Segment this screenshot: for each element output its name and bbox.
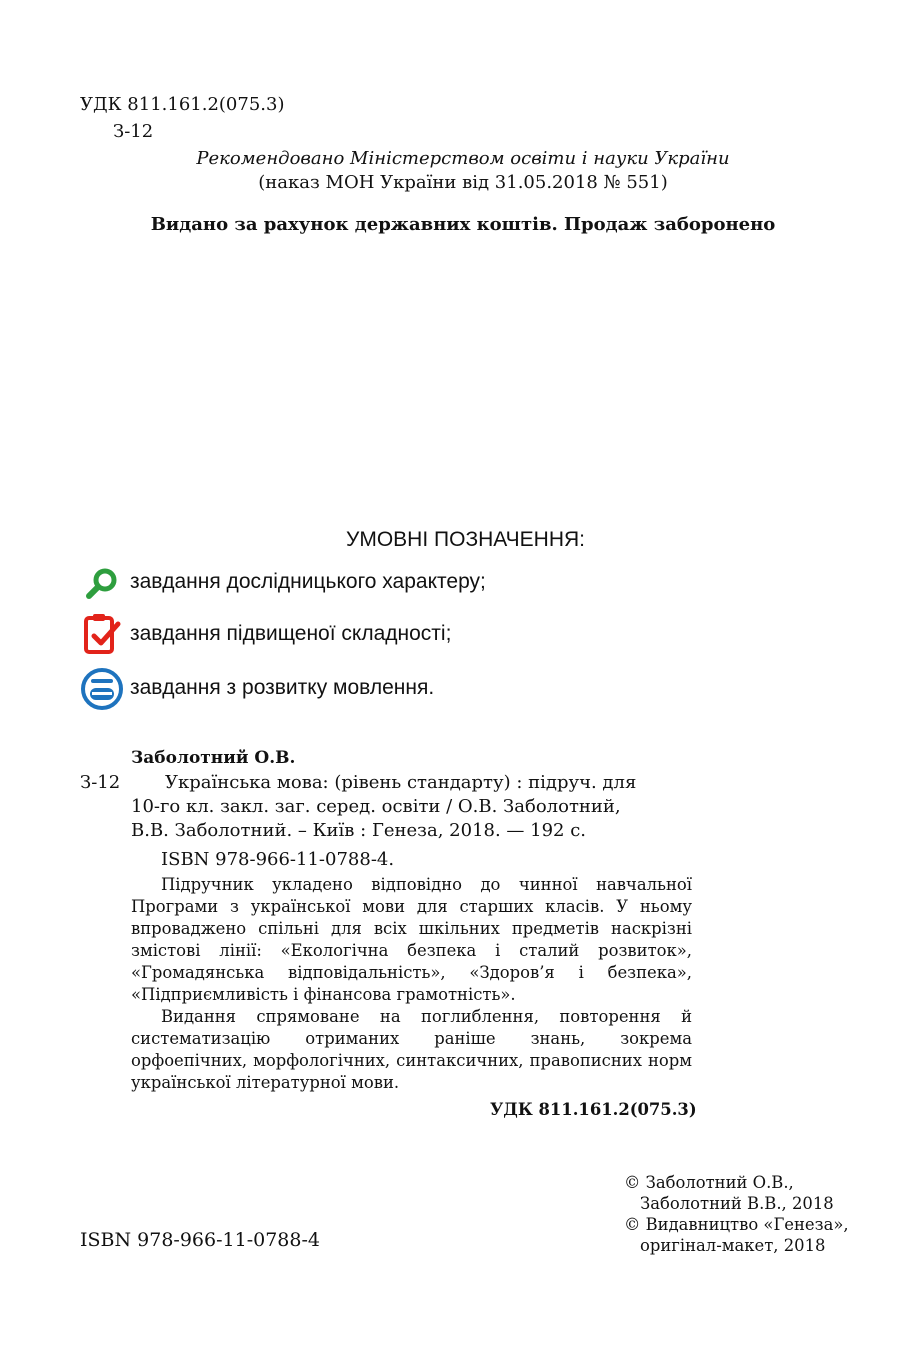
clipboard-check-icon [80,612,126,658]
catalog-description [131,874,692,1094]
recommendation-text: Рекомендовано Міністерством освіти і науки України [196,148,730,169]
legend-label-advanced: завдання підвищеної складності; [130,622,452,645]
legend-title: УМОВНІ ПОЗНАЧЕННЯ: [346,528,585,551]
catalog-isbn: ISBN 978-966-11-0788-4. [161,849,395,870]
copyright-authors-line2: Заболотний В.В., 2018 [640,1194,834,1213]
legend-label-speech: завдання з розвитку мовлення. [130,676,435,699]
smiley-icon [80,666,126,712]
legend-label-research: завдання дослідницького характеру; [130,570,486,593]
description-paragraph-2: Видання спрямоване на поглиблення, повторення й систематизацію отриманих раніше знань, зокрема орфоепічних, морфологічних, синтаксичних, правописних норм української літературної мови. [131,1007,692,1092]
catalog-mark: З-12 [80,772,121,793]
catalog-title-line2: 10-го кл. закл. заг. серед. освіти / О.В. Заболотний, [131,796,621,817]
funding-notice: Видано за рахунок державних коштів. Продаж заборонено [150,214,776,235]
copyright-authors-line1: © Заболотний О.В., [624,1173,794,1192]
catalog-title-line3: В.В. Заболотний. – Київ : Генеза, 2018. — 192 с. [131,820,587,841]
copyright-authors [624,1172,849,1256]
catalog-udc: УДК 811.161.2(075.3) [490,1100,697,1119]
copyright-publisher-line2: оригінал-макет, 2018 [640,1236,826,1255]
catalog-title-line1: Українська мова: (рівень стандарту) : підруч. для [165,772,637,793]
udc-code: УДК 811.161.2(075.3) [80,94,285,115]
magnifier-icon [80,560,126,606]
footer-isbn: ISBN 978-966-11-0788-4 [80,1229,320,1251]
author-mark: З-12 [113,121,154,142]
copyright-publisher-line1: © Видавництво «Генеза», [624,1215,849,1234]
description-paragraph-1: Підручник укладено відповідно до чинної навчальної Програми з української мови для старших класів. У ньому впроваджено спільні для всіх шкільних предметів наскрізні змістові лінії: «Екологічна безпека і сталий розвиток», «Громадянська відповідальність», «Здоров’я і безпека», «Підприємливість і фінансова грамотність». [131,875,692,1004]
catalog-author: Заболотний О.В. [131,748,296,768]
order-text: (наказ МОН України від 31.05.2018 № 551) [258,172,668,193]
